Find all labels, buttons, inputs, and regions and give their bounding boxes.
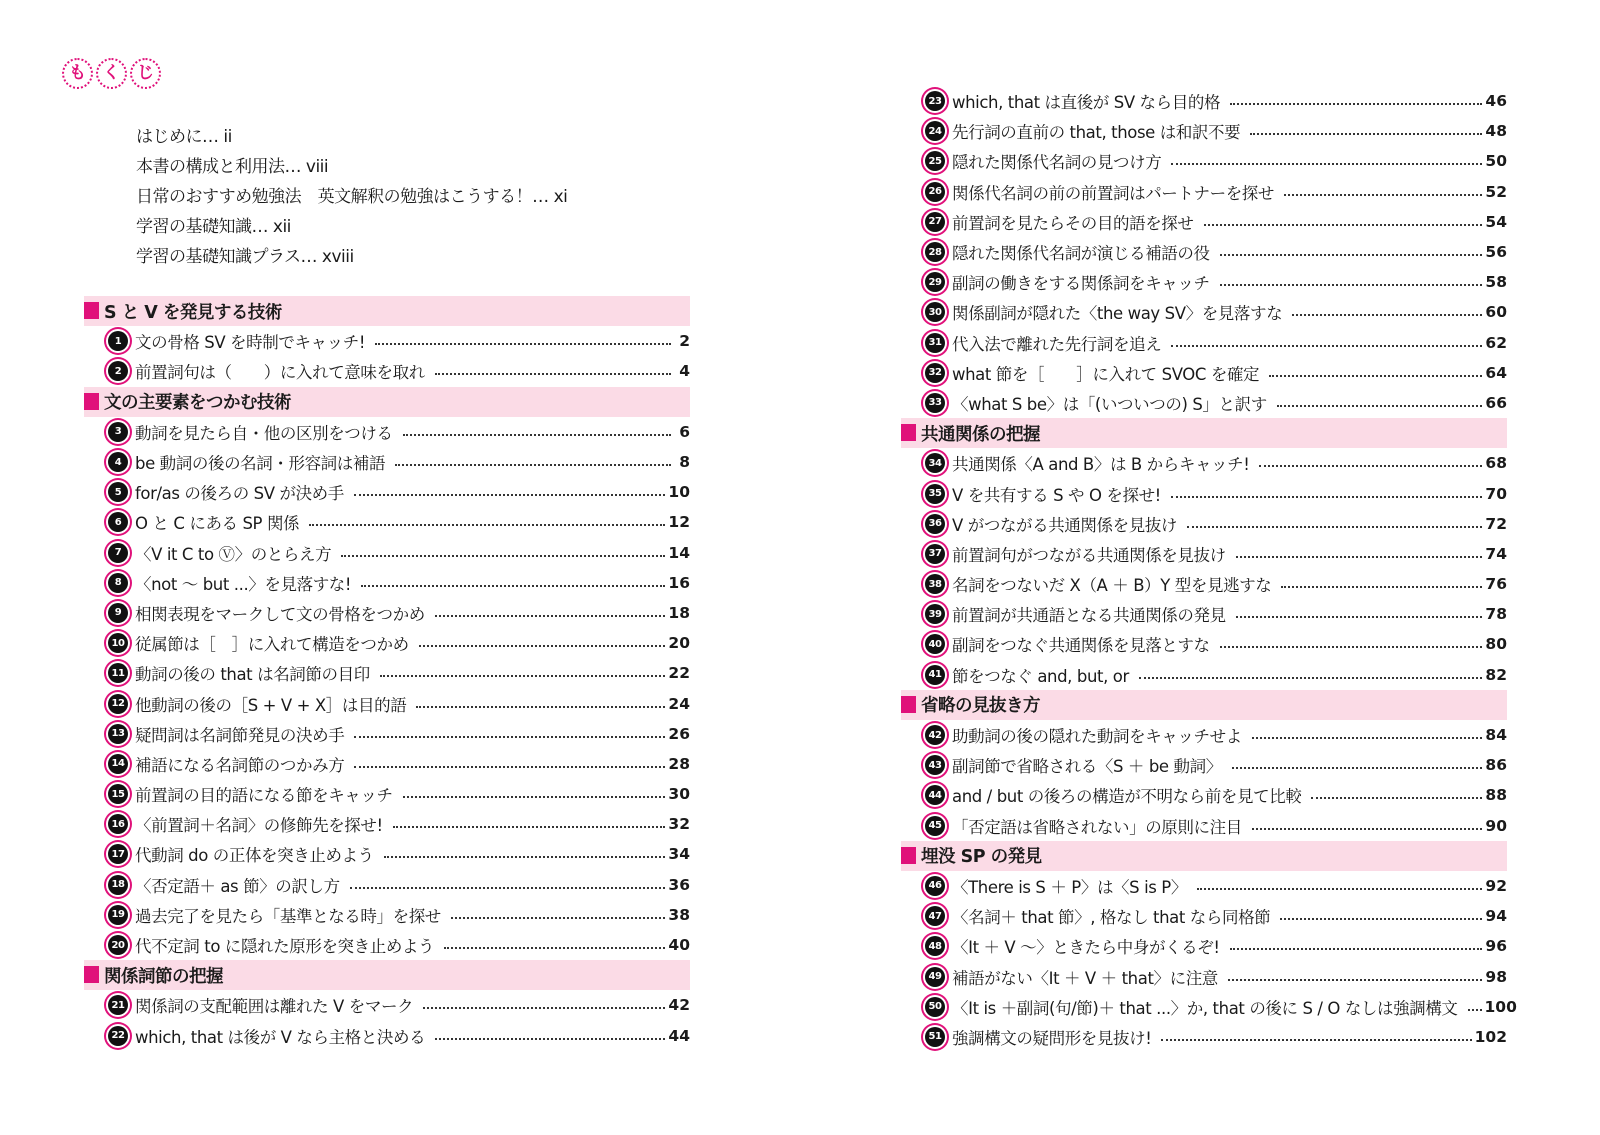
entry-number-badge: 23 [925,91,945,111]
dot-leader [416,706,665,708]
entry-title: 隠れた関係代名詞の見つけ方 [952,153,1162,173]
dot-leader [1269,375,1482,377]
intro-list [136,122,567,272]
toc-column-right [901,86,1517,1052]
entry-page-number: 76 [1485,575,1507,594]
entry-number-badge: 37 [925,544,945,564]
dot-leader [444,947,665,949]
dot-leader [1236,616,1483,618]
title-char: く [96,58,127,89]
entry-title: 前置詞が共通語となる共通関係の発見 [952,606,1226,626]
entry-title: 〈否定語＋ as 節〉の訳し方 [135,876,340,896]
entry-number-badge: 30 [925,302,945,322]
entry-page-number: 62 [1485,333,1507,352]
entry-page-number: 16 [668,573,690,592]
dot-leader [1230,948,1483,950]
entry-page-number: 86 [1485,756,1507,775]
entry-page-number: 70 [1485,484,1507,503]
dot-leader [1250,133,1482,135]
dot-leader [423,1007,665,1009]
dot-leader [1252,828,1483,830]
entry-page-number: 94 [1485,907,1507,926]
entry-page-number: 8 [679,453,690,472]
toc-entry[interactable] [84,719,690,749]
entry-page-number: 4 [679,362,690,381]
entry-number-badge: 47 [925,906,945,926]
dot-leader [451,917,666,919]
entry-page-number: 56 [1485,243,1507,262]
entry-title: V を共有する S や O を探せ! [952,485,1161,505]
entry-page-number: 102 [1474,1027,1507,1046]
entry-title: 疑問詞は名詞節発見の決め手 [135,725,345,745]
entry-title: 〈not ～ but ...〉を見落すな! [135,574,352,594]
entry-title: 文の骨格 SV を時制でキャッチ! [135,333,366,353]
entry-title: 前置詞の目的語になる節をキャッチ [135,786,393,806]
entry-page-number: 2 [679,332,690,351]
entry-page-number: 42 [668,996,690,1015]
entry-title: be 動詞の後の名詞・形容詞は補語 [135,454,386,474]
section-title: 文の主要素をつかむ技術 [104,393,291,414]
entry-number-badge: 10 [108,633,128,653]
toc-entry[interactable] [901,297,1507,327]
toc-entry[interactable] [901,539,1507,569]
entry-page-number: 64 [1485,363,1507,382]
entry-number-badge: 24 [925,121,945,141]
dot-leader [403,434,671,436]
dot-leader [1280,918,1482,920]
entry-number-badge: 25 [925,151,945,171]
entry-page-number: 60 [1485,303,1507,322]
title-char: も [62,58,93,89]
dot-leader [361,585,665,587]
entry-page-number: 84 [1485,726,1507,745]
entry-title: 〈It is ＋副詞(句/節)＋ that ...〉か, that の後に S / O なしは強調構文 [952,998,1458,1018]
dot-leader [435,615,666,617]
entry-page-number: 92 [1485,876,1507,895]
entry-number-badge: 8 [108,573,128,593]
dot-leader [1171,345,1482,347]
entry-title: 「否定語は省略されない」の原則に注目 [952,817,1242,837]
toc-entry[interactable] [901,146,1507,176]
entry-number-badge: 45 [925,816,945,836]
dot-leader [1171,496,1483,498]
toc-entry[interactable] [901,116,1507,146]
entry-page-number: 22 [668,664,690,683]
entry-number-badge: 18 [108,875,128,895]
toc-entry[interactable] [901,811,1507,841]
entry-title: and / but の後ろの構造が不明なら前を見て比較 [952,787,1302,807]
entry-title: 先行詞の直前の that, those は和訳不要 [952,123,1241,143]
entry-number-badge: 50 [925,997,945,1017]
entry-title: 〈V it C to Ⓥ〉のとらえ方 [135,544,332,564]
entry-title: 補語になる名詞節のつかみ方 [135,755,345,775]
toc-entry[interactable] [901,177,1507,207]
entry-title: 隠れた関係代名詞が演じる補語の役 [952,244,1210,264]
toc-entry[interactable] [84,658,690,688]
toc-entry[interactable] [84,477,690,507]
section-title: 埋没 SP の発見 [921,847,1042,868]
dot-leader [1230,103,1482,105]
dot-leader [1236,556,1483,558]
entry-page-number: 96 [1485,937,1507,956]
entry-number-badge: 20 [108,935,128,955]
entry-page-number: 30 [668,785,690,804]
entry-number-badge: 34 [925,453,945,473]
toc-entry[interactable] [901,780,1507,810]
entry-title: 〈前置詞＋名詞〉の修飾先を探せ! [135,816,383,836]
dot-leader [393,826,666,828]
entry-title: 節をつなぐ and, but, or [952,666,1129,686]
entry-number-badge: 3 [108,422,128,442]
entry-title: 助動詞の後の隠れた動詞をキャッチせよ [952,727,1242,747]
entry-number-badge: 27 [925,212,945,232]
entry-number-badge: 28 [925,242,945,262]
entry-number-badge: 43 [925,755,945,775]
entry-page-number: 82 [1485,665,1507,684]
entry-number-badge: 31 [925,333,945,353]
entry-page-number: 24 [668,694,690,713]
toc-entry[interactable] [901,569,1507,599]
dot-leader [1220,284,1483,286]
entry-number-badge: 49 [925,967,945,987]
entry-title: 副詞をつなぐ共通関係を見落とすな [952,636,1210,656]
intro-item-study-method[interactable]: 日常のおすすめ勉強法 英文解釈の勉強はこうする！… xi [136,187,568,207]
entry-page-number: 50 [1485,152,1507,171]
toc-entry[interactable] [84,688,690,718]
entry-page-number: 34 [668,845,690,864]
toc-entry[interactable] [901,901,1507,931]
entry-number-badge: 36 [925,514,945,534]
toc-entry[interactable] [901,267,1507,297]
section-title: 関係詞節の把握 [104,966,223,987]
entry-title: 副詞節で省略される〈S ＋ be 動詞〉 [952,757,1222,777]
entry-title: 動詞を見たら自・他の区別をつける [135,423,393,443]
entry-number-badge: 9 [108,603,128,623]
toc-entry[interactable] [84,507,690,537]
toc-entry[interactable] [84,447,690,477]
dot-leader [1311,797,1482,799]
entry-title: 〈There is S ＋ P〉は〈S is P〉 [952,877,1187,897]
entry-page-number: 12 [668,513,690,532]
toc-entry[interactable] [901,478,1507,508]
entry-number-badge: 32 [925,363,945,383]
entry-title: 代不定詞 to に隠れた原形を突き止めよう [135,937,435,957]
section-header [901,690,1507,720]
dot-leader [1220,254,1483,256]
section-header [901,841,1507,871]
entry-number-badge: 51 [925,1027,945,1047]
entry-page-number: 88 [1485,786,1507,805]
section-header [84,387,690,417]
dot-leader [1187,526,1482,528]
dot-leader [1277,405,1483,407]
entry-page-number: 54 [1485,212,1507,231]
entry-page-number: 100 [1484,997,1517,1016]
entry-title: 相関表現をマークして文の骨格をつかめ [135,604,425,624]
dot-leader [1161,1039,1471,1041]
entry-number-badge: 4 [108,452,128,472]
entry-page-number: 68 [1485,454,1507,473]
dot-leader [380,675,666,677]
entry-title: 関係詞の支配範囲は離れた V をマーク [135,997,414,1017]
entry-title: 動詞の後の that は名詞節の目印 [135,665,370,685]
entry-number-badge: 19 [108,905,128,925]
toc-entry[interactable] [901,237,1507,267]
toc-column-left [84,296,690,1051]
toc-entry[interactable] [901,358,1507,388]
entry-title: 関係代名詞の前の前置詞はパートナーを探せ [952,183,1275,203]
entry-title: which, that は後が V なら主格と決める [135,1027,426,1047]
toc-entry[interactable] [901,750,1507,780]
entry-page-number: 48 [1485,122,1507,141]
entry-number-badge: 16 [108,814,128,834]
dot-leader [384,856,666,858]
entry-number-badge: 26 [925,182,945,202]
toc-entry[interactable] [901,931,1507,961]
entry-title: 強調構文の疑問形を見抜け! [952,1028,1152,1048]
dot-leader [309,524,665,526]
entry-number-badge: 33 [925,393,945,413]
entry-title: 前置詞句がつながる共通関係を見抜け [952,545,1226,565]
toc-entry[interactable] [84,598,690,628]
toc-entry[interactable] [84,628,690,658]
entry-page-number: 26 [668,724,690,743]
entry-title: 前置詞句は（ ）に入れて意味を取れ [135,363,425,383]
dot-leader [375,343,671,345]
toc-entry[interactable] [901,961,1507,991]
dot-leader [341,555,665,557]
entry-title: 共通関係〈A and B〉は B からキャッチ! [952,455,1250,475]
intro-item-structure[interactable]: 本書の構成と利用法… viii [136,157,329,177]
entry-number-badge: 14 [108,754,128,774]
entry-title: 副詞の働きをする関係詞をキャッチ [952,274,1210,294]
toc-entry[interactable] [84,809,690,839]
dot-leader [1468,1009,1482,1011]
dot-leader [1228,979,1483,981]
toc-entry[interactable] [84,568,690,598]
page-title [62,58,161,89]
entry-number-badge: 38 [925,574,945,594]
entry-number-badge: 42 [925,725,945,745]
entry-page-number: 80 [1485,635,1507,654]
toc-entry[interactable] [901,599,1507,629]
dot-leader [1220,646,1483,648]
entry-page-number: 98 [1485,967,1507,986]
entry-title: 従属節は［ ］に入れて構造をつかめ [135,635,409,655]
toc-entry[interactable] [84,990,690,1020]
entry-number-badge: 7 [108,543,128,563]
entry-title: 〈名詞＋ that 節〉, 格なし that なら同格節 [952,908,1271,928]
entry-number-badge: 13 [108,724,128,744]
entry-number-badge: 11 [108,663,128,683]
entry-page-number: 90 [1485,816,1507,835]
entry-page-number: 10 [668,483,690,502]
toc-entry[interactable] [901,388,1507,418]
entry-page-number: 18 [668,603,690,622]
dot-leader [1252,737,1483,739]
entry-number-badge: 44 [925,785,945,805]
toc-entry[interactable] [901,86,1507,116]
entry-page-number: 58 [1485,273,1507,292]
dot-leader [354,736,665,738]
dot-leader [350,887,666,889]
entry-number-badge: 2 [108,361,128,381]
entry-title: O と C にある SP 関係 [135,514,300,534]
entry-number-badge: 17 [108,844,128,864]
toc-entry[interactable] [901,871,1507,901]
entry-title: 他動詞の後の［S + V + X］は目的語 [135,695,407,715]
intro-item-basics-plus[interactable]: 学習の基礎知識プラス… xviii [136,247,354,267]
section-title: 共通関係の把握 [921,424,1040,445]
section-title: S と V を発見する技術 [104,302,282,323]
dot-leader [354,766,665,768]
entry-page-number: 52 [1485,182,1507,201]
entry-page-number: 46 [1485,92,1507,111]
entry-number-badge: 41 [925,665,945,685]
entry-title: for/as の後ろの SV が決め手 [135,484,344,504]
section-header [84,960,690,990]
entry-number-badge: 22 [108,1026,128,1046]
entry-number-badge: 48 [925,936,945,956]
dot-leader [354,494,666,496]
entry-number-badge: 12 [108,694,128,714]
toc-entry[interactable] [84,538,690,568]
entry-title: 〈It ＋ V ～〉ときたら中身がくるぞ! [952,938,1220,958]
entry-title: 補語がない〈It ＋ V ＋ that〉に注意 [952,968,1218,988]
entry-page-number: 6 [679,422,690,441]
toc-entry[interactable] [84,839,690,869]
dot-leader [435,1038,665,1040]
intro-item-preface[interactable]: はじめに… ii [136,127,232,147]
dot-leader [1292,314,1482,316]
entry-page-number: 40 [668,936,690,955]
toc-entry[interactable] [84,870,690,900]
entry-number-badge: 1 [108,331,128,351]
toc-entry[interactable] [901,328,1507,358]
entry-page-number: 14 [668,543,690,562]
dot-leader [1139,677,1483,679]
toc-entry[interactable] [84,779,690,809]
dot-leader [1259,465,1482,467]
entry-title: 前置詞を見たらその目的語を探せ [952,213,1194,233]
entry-number-badge: 5 [108,482,128,502]
dot-leader [1204,224,1483,226]
toc-entry[interactable] [901,720,1507,750]
dot-leader [435,373,671,375]
entry-page-number: 74 [1485,544,1507,563]
dot-leader [1284,194,1482,196]
dot-leader [1281,586,1482,588]
section-header [84,296,690,326]
entry-title: which, that は直後が SV なら目的格 [952,93,1221,113]
dot-leader [419,645,666,647]
toc-entry[interactable] [901,629,1507,659]
toc-entry[interactable] [84,356,690,386]
entry-number-badge: 21 [108,995,128,1015]
entry-title: 名詞をつないだ X（A ＋ B）Y 型を見逃すな [952,576,1272,596]
entry-title: 関係副詞が隠れた〈the way SV〉を見落すな [952,304,1283,324]
entry-page-number: 36 [668,875,690,894]
toc-entry[interactable] [901,992,1517,1022]
entry-page-number: 20 [668,634,690,653]
dot-leader [1232,767,1483,769]
entry-number-badge: 39 [925,604,945,624]
entry-number-badge: 46 [925,876,945,896]
intro-item-basics[interactable]: 学習の基礎知識… xii [136,217,291,237]
entry-title: 〈what S be〉は「(いついつの) S」と訳す [952,394,1267,414]
toc-entry[interactable] [84,900,690,930]
section-title: 省略の見抜き方 [921,696,1040,717]
entry-number-badge: 15 [108,784,128,804]
entry-title: what 節を［ ］に入れて SVOC を確定 [952,364,1260,384]
entry-page-number: 28 [668,754,690,773]
entry-page-number: 66 [1485,393,1507,412]
toc-entry[interactable] [901,1022,1507,1052]
entry-title: 代入法で離れた先行詞を追え [952,334,1162,354]
entry-title: V がつながる共通関係を見抜け [952,515,1178,535]
entry-number-badge: 6 [108,512,128,532]
dot-leader [395,464,671,466]
toc-entry[interactable] [84,749,690,779]
entry-page-number: 72 [1485,514,1507,533]
title-char: じ [130,58,161,89]
toc-entry[interactable] [84,930,690,960]
entry-number-badge: 35 [925,484,945,504]
section-header [901,418,1507,448]
entry-number-badge: 40 [925,634,945,654]
toc-entry[interactable] [84,1021,690,1051]
toc-entry[interactable] [84,417,690,447]
entry-page-number: 32 [668,815,690,834]
entry-number-badge: 29 [925,272,945,292]
entry-page-number: 44 [668,1026,690,1045]
toc-entry[interactable] [901,509,1507,539]
toc-entry[interactable] [901,448,1507,478]
dot-leader [403,796,666,798]
entry-title: 代動詞 do の正体を突き止めよう [135,846,374,866]
toc-entry[interactable] [84,326,690,356]
dot-leader [1171,163,1482,165]
entry-title: 過去完了を見たら「基準となる時」を探せ [135,906,441,926]
dot-leader [1197,888,1482,890]
toc-entry[interactable] [901,660,1507,690]
toc-entry[interactable] [901,207,1507,237]
entry-page-number: 78 [1485,605,1507,624]
entry-page-number: 38 [668,905,690,924]
